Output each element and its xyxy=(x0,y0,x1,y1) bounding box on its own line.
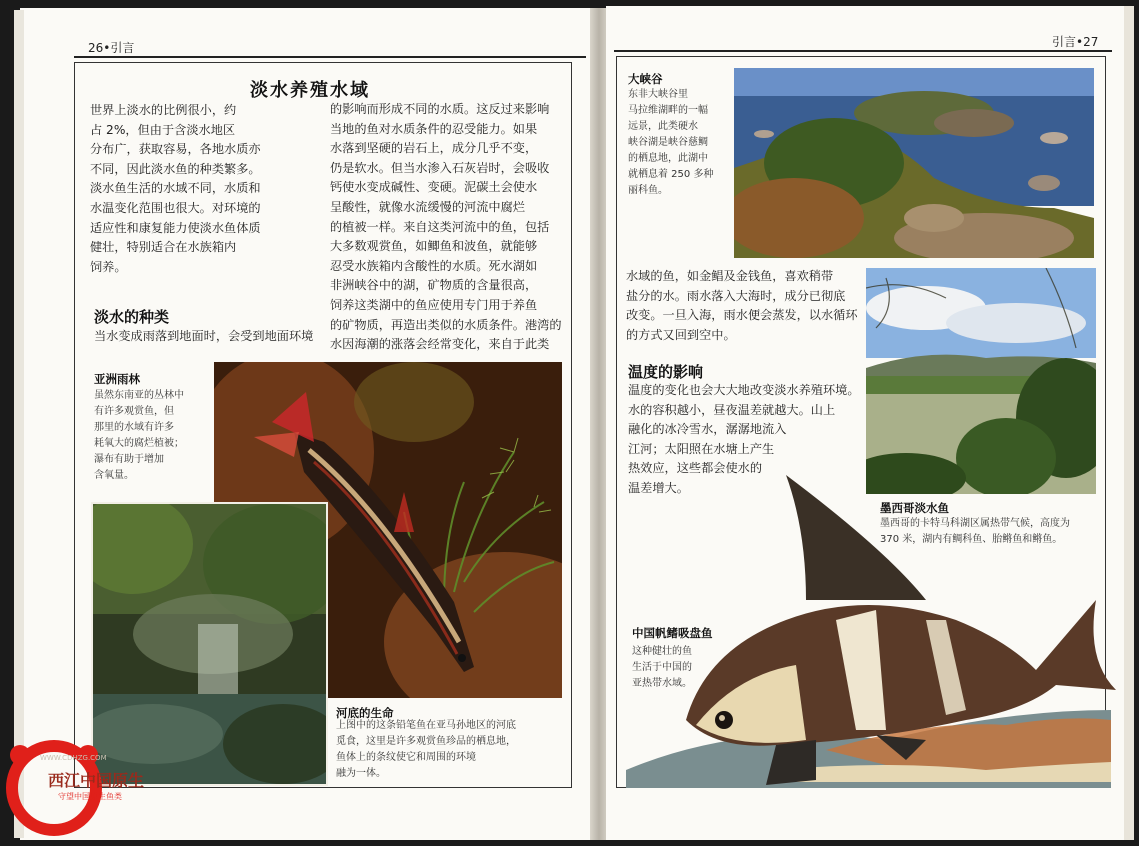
page-title: 淡水养殖水域 xyxy=(250,80,370,101)
caption-river-title: 河底的生命 xyxy=(336,706,394,720)
caption-sucker-text: 这种健壮的鱼 生活于中国的 亚热带水域。 xyxy=(632,646,692,689)
left-page-edge xyxy=(14,10,24,838)
caption-mexico-title: 墨西哥淡水鱼 xyxy=(880,501,949,515)
mexico-lake-photo xyxy=(866,268,1096,494)
left-page-header: 26•引言 xyxy=(88,41,135,55)
caption-asia-title: 亚洲雨林 xyxy=(94,372,140,386)
caption-rift-text: 东非大峡谷里 马拉维湖畔的一幅 远景，此类硬水 峡谷湖是峡谷慈鲷 的栖息地，此湖中 就栖息着 250 多种 丽科鱼。 xyxy=(628,89,714,196)
lake-malawi-image xyxy=(734,68,1094,258)
caption-sucker-title: 中国帆鳍吸盘鱼 xyxy=(632,626,713,640)
temperature-text: 温度的变化也会大大地改变淡水养殖环境。 水的容积越小，昼夜温差就越大。山上 融化的冰冷雪水，潺潺地流入 江河；太阳照在水塘上产生 热效应，这些都会使水的 温差增大。 xyxy=(628,383,860,495)
section-title-temperature: 温度的影响 xyxy=(628,363,704,381)
lake-malawi-photo xyxy=(734,68,1094,258)
watermark-main: 西江中国原生 xyxy=(48,771,145,790)
intro-text-col2: 的影响而形成不同的水质。这反过来影响 当地的鱼对水质条件的忍受能力。如果 水落到坚硬的岩石上，成分几乎不变， 仍是软水。但当水渗入石灰岩时，会吸收 钙使水变成碱性、变硬。泥碳土会使水 呈酸性，就像水流缓慢的河流中腐烂 的植被一样。来自这类河流中的鱼，包括 大多数观赏鱼，如鲫鱼和波鱼，就能够 忍受水族箱内含酸性的水质。死水湖如 非洲峡谷中的湖，矿物质的含量很高， 饲养这类湖中的鱼应使用专门用于养鱼 的矿物质，再造出类似的水质条件。港湾的 水因海潮的涨落会经常变化，来自于此类 xyxy=(330,102,562,352)
left-header-rule xyxy=(74,56,586,58)
rainforest-photo xyxy=(91,502,328,786)
watermark-sub: 守望中国原生鱼类 xyxy=(58,792,122,801)
caption-rift-title: 大峡谷 xyxy=(628,72,663,86)
right-page-edge xyxy=(1124,6,1134,840)
brackish-text: 水域的鱼，如金鲳及金钱鱼，喜欢稍带 盐分的水。雨水落入大海时，成分已彻底 改变。一旦入海，雨水便会蒸发，以水循环 的方式又回到空中。 xyxy=(626,269,858,342)
mexico-lake-image xyxy=(866,268,1096,494)
watermark-url: WWW.CDHZG.COM xyxy=(40,754,107,762)
rainforest-image xyxy=(93,504,326,784)
caption-mexico-text: 墨西哥的卡特马科湖区属热带气候，高度为 370 米，湖内有鲷科鱼、胎鳉鱼和鳉鱼。 xyxy=(880,518,1070,545)
caption-asia-text: 虽然东南亚的丛林中 有许多观赏鱼，但 那里的水域有许多 耗氧大的腐烂植被； 瀑布有助于增加 含氧量。 xyxy=(94,390,184,481)
intro-text-col1: 世界上淡水的比例很小，约 占 2%，但由于含淡水地区 分布广，获取容易，各地水质亦 不同，因此淡水鱼的种类繁多。 淡水鱼生活的水域不同，水质和 水温变化范围也很大。对环境的 适应性和康复能力使淡水鱼体质 健壮，特别适合在水族箱内 饲养。 xyxy=(90,103,261,274)
section-title-water-types: 淡水的种类 xyxy=(94,308,170,326)
right-page-header: 引言•27 xyxy=(1052,35,1099,49)
right-header-rule xyxy=(614,50,1112,52)
section-text-water-types: 当水变成雨落到地面时，会受到地面环境 xyxy=(94,329,314,343)
caption-river-text: 上图中的这条铅笔鱼在亚马孙地区的河底 觅食，这里是许多观赏鱼珍品的栖息地， 鱼体上的条纹使它和周围的环境 融为一体。 xyxy=(336,720,516,779)
